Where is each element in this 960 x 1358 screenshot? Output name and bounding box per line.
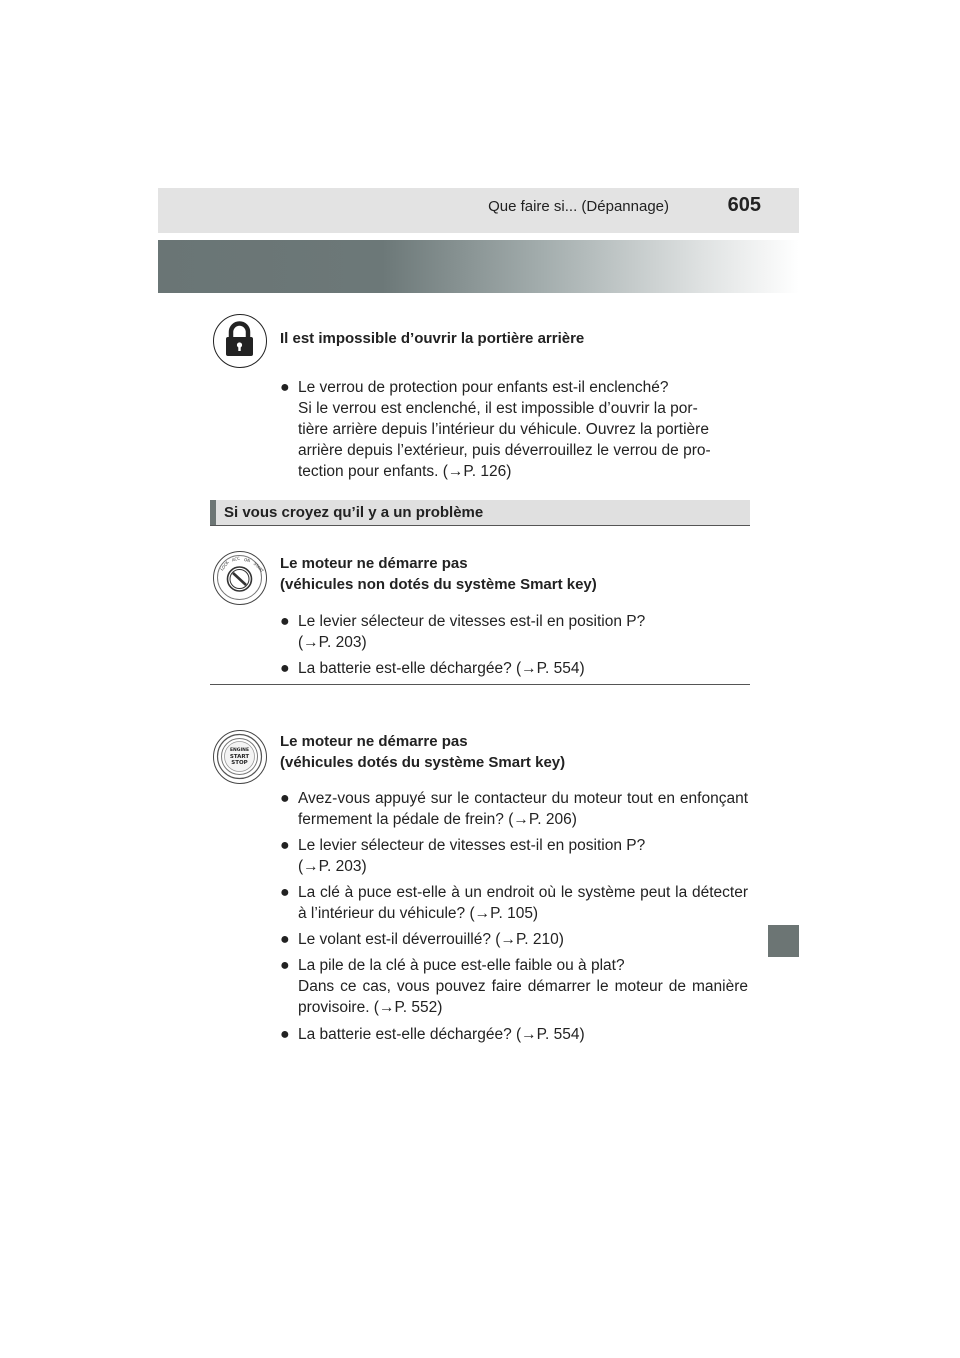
bullet-text: Le levier sélecteur de vitesses est-il en position P? (→P. 203) xyxy=(298,837,646,875)
list-item xyxy=(280,611,748,653)
bullet-icon: ● xyxy=(280,613,290,630)
bullet-text: La pile de la clé à puce est-elle faible ou à plat? Dans ce cas, vous pouvez faire démarrer le moteur de manière provisoire. (→P. 552) xyxy=(298,957,748,1016)
start-label: START xyxy=(229,754,250,760)
ignition-key-icon xyxy=(213,551,267,605)
engine-label: ENGINE xyxy=(229,748,250,753)
smart-key-heading-2: (véhicules dotés du système Smart key) xyxy=(280,754,566,771)
list-item xyxy=(280,882,748,924)
bullet-icon: ● xyxy=(280,957,290,974)
bullet-icon: ● xyxy=(280,790,290,807)
bullet-icon: ● xyxy=(280,379,290,396)
key-label-acc: ACC xyxy=(231,555,241,563)
stop-label: STOP xyxy=(231,760,248,766)
list-item xyxy=(280,377,748,482)
list-item xyxy=(280,658,748,679)
list-item xyxy=(280,1024,748,1045)
page-header xyxy=(158,188,799,233)
bullet-icon: ● xyxy=(280,660,290,677)
bullet-text: La batterie est-elle déchargée? (→P. 554) xyxy=(298,1026,585,1043)
smart-key-heading-1: Le moteur ne démarre pas xyxy=(280,733,468,750)
bullet-icon: ● xyxy=(280,931,290,948)
bullet-text: Le levier sélecteur de vitesses est-il en position P? (→P. 203) xyxy=(298,613,646,651)
banner-label: Si vous croyez qu’il y a un problème xyxy=(224,504,484,521)
bullet-text: La clé à puce est-elle à un endroit où le système peut la détecter à l’intérieur du véhicule? (→P. 105) xyxy=(298,884,748,922)
bullet-text: Le verrou de protection pour enfants est-il enclenché? Si le verrou est enclenché, il est impossible d’ouvrir la por- tière arrière depuis l’intérieur du véhicule. Ouvrez la portière arrière depuis l’extérieur, puis déverrouillez le verrou de pro- tection pour enfants. (→P. 126) xyxy=(298,379,711,480)
chapter-band xyxy=(158,240,799,293)
list-item xyxy=(280,835,748,877)
rear-door-heading: Il est impossible d’ouvrir la portière arrière xyxy=(280,330,585,347)
bullet-icon: ● xyxy=(280,1026,290,1043)
key-label-lock: LOCK xyxy=(219,560,230,572)
chapter-side-tab xyxy=(768,925,799,957)
key-label-on: ON xyxy=(243,556,251,564)
section-banner xyxy=(210,500,750,526)
section-divider xyxy=(210,684,750,685)
list-item xyxy=(280,788,748,830)
bullet-text: Le volant est-il déverrouillé? (→P. 210) xyxy=(298,931,564,948)
bullet-text: Avez-vous appuyé sur le contacteur du moteur tout en enfonçant fermement la pédale de frein? (→P. 206) xyxy=(298,790,748,828)
list-item xyxy=(280,929,748,950)
chapter-title: Que faire si... (Dépannage) xyxy=(488,198,669,215)
no-smart-key-heading-1: Le moteur ne démarre pas xyxy=(280,555,468,572)
banner-accent xyxy=(210,500,216,525)
engine-start-stop-icon xyxy=(213,730,267,784)
no-smart-key-heading-2: (véhicules non dotés du système Smart key) xyxy=(280,576,597,593)
list-item xyxy=(280,955,748,1018)
bullet-text: La batterie est-elle déchargée? (→P. 554) xyxy=(298,660,585,677)
page-number: 605 xyxy=(727,194,761,216)
bullet-icon: ● xyxy=(280,884,290,901)
bullet-icon: ● xyxy=(280,837,290,854)
key-label-start: START xyxy=(252,561,265,574)
lock-icon xyxy=(213,314,267,368)
